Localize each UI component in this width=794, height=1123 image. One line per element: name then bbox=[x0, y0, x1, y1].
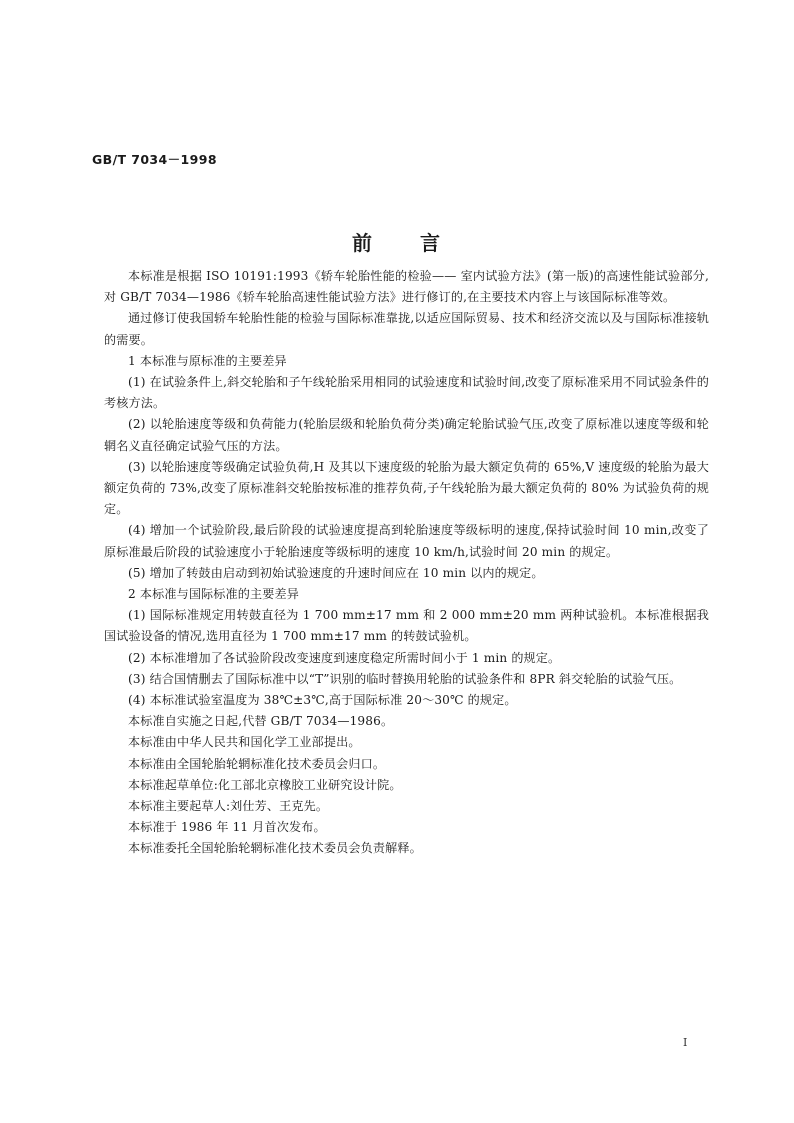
list-item: (1) 在试验条件上,斜交轮胎和子午线轮胎采用相同的试验速度和试验时间,改变了原标准采用不同试验条件的考核方法。 bbox=[104, 375, 709, 411]
list-item: (4) 本标准试验室温度为 38℃±3℃,高于国际标准 20～30℃ 的规定。 bbox=[128, 693, 517, 708]
list-item: (2) 本标准增加了各试验阶段改变速度到速度稳定所需时间小于 1 min 的规定。 bbox=[128, 650, 561, 665]
title-char-2: 言 bbox=[420, 231, 442, 255]
title-char-1: 前 bbox=[352, 231, 374, 255]
paragraph-purpose: 通过修订使我国轿车轮胎性能的检验与国际标准靠拢,以适应国际贸易、技术和经济交流以及与国际标准接轨的需要。 bbox=[104, 311, 709, 347]
list-item: (2) 以轮胎速度等级和负荷能力(轮胎层级和轮胎负荷分类)确定轮胎试验气压,改变了原标准以速度等级和轮辋名义直径确定试验气压的方法。 bbox=[104, 417, 709, 453]
page-number: I bbox=[683, 1036, 688, 1049]
statement: 本标准主要起草人:刘仕芳、王克先。 bbox=[128, 799, 329, 814]
foreword-body bbox=[104, 266, 709, 860]
statement: 本标准自实施之日起,代替 GB/T 7034—1986。 bbox=[128, 714, 394, 729]
list-item: (4) 增加一个试验阶段,最后阶段的试验速度提高到轮胎速度等级标明的速度,保持试验时间 10 min,改变了原标准最后阶段的试验速度小于轮胎速度等级标明的速度 10 km/h,试验时间 20 min 的规定。 bbox=[104, 523, 709, 559]
paragraph-intro: 本标准是根据 ISO 10191:1993《轿车轮胎性能的检验—— 室内试验方法》(第一版)的高速性能试验部分,对 GB/T 7034—1986《轿车轮胎高速性能试验方法》进行修订的,在主要技术内容上与该国际标准等效。 bbox=[104, 269, 709, 305]
list-item: (1) 国际标准规定用转鼓直径为 1 700 mm±17 mm 和 2 000 mm±20 mm 两种试验机。本标准根据我国试验设备的情况,选用直径为 1 700 mm±17 mm 的转鼓试验机。 bbox=[104, 608, 709, 644]
list-item: (5) 增加了转鼓由启动到初始试验速度的升速时间应在 10 min 以内的规定。 bbox=[128, 565, 544, 580]
statement: 本标准于 1986 年 11 月首次发布。 bbox=[128, 820, 326, 835]
list-item: (3) 以轮胎速度等级确定试验负荷,H 及其以下速度级的轮胎为最大额定负荷的 65%,V 速度级的轮胎为最大额定负荷的 73%,改变了原标准斜交轮胎按标准的推荐负荷,子午线轮胎为最大额定负荷的 80% 为试验负荷的规定。 bbox=[104, 459, 709, 517]
statement: 本标准由全国轮胎轮辋标准化技术委员会归口。 bbox=[128, 756, 386, 771]
statement: 本标准起草单位:化工部北京橡胶工业研究设计院。 bbox=[128, 777, 402, 792]
section-heading-1: 1 本标准与原标准的主要差异 bbox=[128, 353, 287, 368]
page-title bbox=[0, 227, 794, 256]
section-heading-2: 2 本标准与国际标准的主要差异 bbox=[128, 587, 300, 602]
list-item: (3) 结合国情删去了国际标准中以“T”识别的临时替换用轮胎的试验条件和 8PR 斜交轮胎的试验气压。 bbox=[128, 671, 682, 686]
statement: 本标准由中华人民共和国化学工业部提出。 bbox=[128, 735, 361, 750]
statement: 本标准委托全国轮胎轮辋标准化技术委员会负责解释。 bbox=[128, 841, 422, 856]
standard-code: GB/T 7034－1998 bbox=[92, 152, 217, 167]
